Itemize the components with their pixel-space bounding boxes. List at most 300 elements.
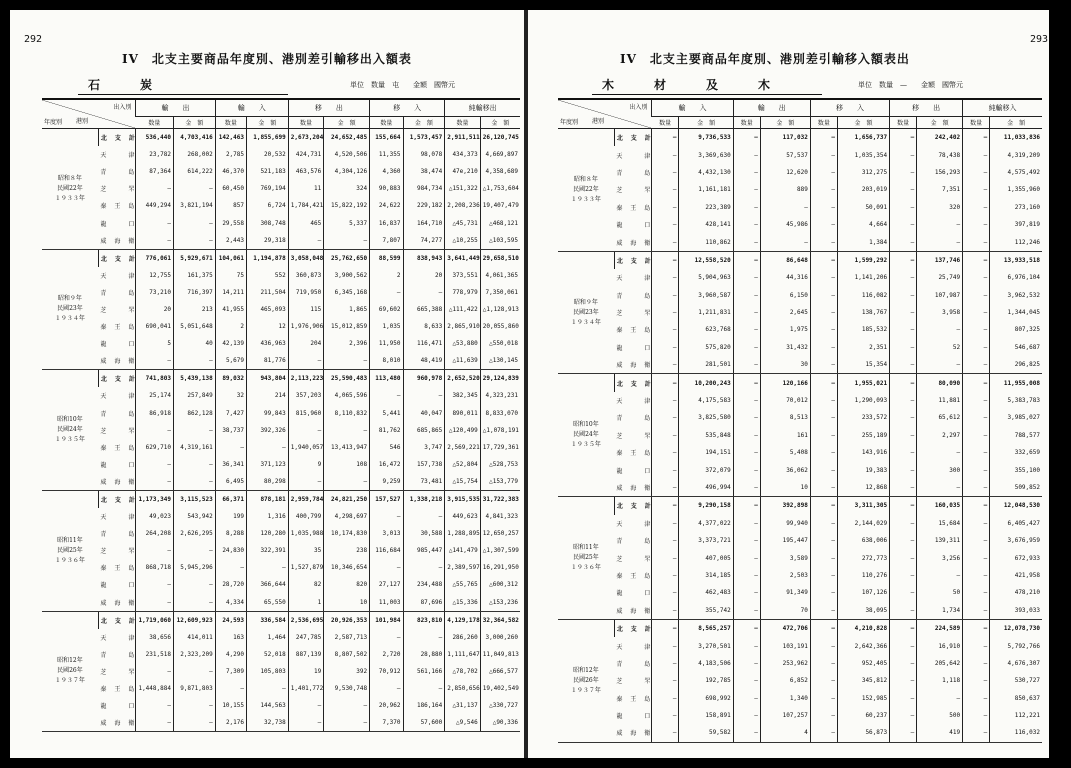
value-cell: —: [963, 216, 990, 233]
value-cell: 862,128: [173, 405, 215, 422]
value-cell: 80,298: [247, 473, 289, 491]
value-cell: —: [963, 690, 990, 707]
port-cell: [98, 611, 136, 629]
table-row: [558, 339, 1042, 356]
value-cell: 5,441: [370, 405, 403, 422]
value-cell: 12,755: [136, 267, 174, 284]
value-cell: 9: [288, 456, 323, 473]
value-cell: 1,855,699: [247, 129, 289, 147]
table-row: [558, 427, 1042, 444]
year-label: 昭和10年: [573, 421, 599, 429]
value-cell: 2,351: [837, 339, 889, 356]
value-cell: —: [370, 284, 403, 301]
value-cell: 20,055,860: [480, 318, 520, 335]
value-cell: 393,033: [990, 602, 1042, 620]
value-cell: 19: [288, 663, 323, 680]
value-cell: 1,035: [370, 318, 403, 335]
value-cell: —: [136, 456, 174, 473]
value-cell: —: [963, 146, 990, 163]
value-cell: 60,237: [837, 707, 889, 724]
port-cell: [614, 269, 652, 286]
value-cell: 414,011: [173, 629, 215, 646]
port-name: 秦王島: [100, 203, 135, 211]
port-cell: [98, 542, 136, 559]
value-cell: —: [963, 409, 990, 426]
value-cell: 4,377,022: [679, 515, 733, 532]
value-cell: 3,115,523: [173, 490, 215, 508]
value-cell: —: [136, 422, 174, 439]
value-cell: —: [173, 594, 215, 612]
year-label: 民國24年: [57, 426, 83, 434]
value-cell: 116,032: [990, 724, 1042, 742]
value-cell: 138,767: [837, 304, 889, 321]
value-cell: 19,402,549: [480, 680, 520, 697]
value-cell: 24,652,485: [324, 129, 370, 147]
year-cell: [42, 249, 98, 370]
value-cell: 1,940,057: [288, 439, 323, 456]
value-cell: —: [733, 287, 760, 304]
value-cell: 2,297: [917, 427, 963, 444]
value-cell: —: [810, 707, 837, 724]
value-cell: —: [963, 707, 990, 724]
port-cell: [614, 129, 652, 147]
port-name: 秦王島: [616, 450, 651, 458]
value-cell: 449,294: [136, 197, 174, 214]
value-cell: 16,910: [917, 637, 963, 654]
value-cell: △1,307,599: [480, 542, 520, 559]
value-cell: —: [173, 232, 215, 250]
port-cell: [98, 456, 136, 473]
value-cell: 6,345,168: [324, 284, 370, 301]
value-cell: 372,079: [679, 461, 733, 478]
value-cell: 5,679: [215, 352, 246, 370]
value-cell: —: [136, 663, 174, 680]
value-cell: 69,602: [370, 301, 403, 318]
value-cell: —: [917, 444, 963, 461]
value-cell: 3,958: [917, 304, 963, 321]
table-row: [42, 352, 520, 370]
port-name: 天津: [100, 514, 135, 522]
value-cell: 214: [247, 387, 289, 404]
value-cell: —: [403, 559, 445, 576]
value-cell: —: [963, 356, 990, 374]
value-cell: —: [810, 655, 837, 672]
value-cell: △528,753: [480, 456, 520, 473]
corner-label-port: 港別: [76, 118, 89, 125]
value-cell: 1,734: [917, 602, 963, 620]
value-cell: —: [963, 549, 990, 566]
value-cell: —: [652, 251, 679, 269]
port-name: 芝罘: [100, 427, 135, 435]
value-cell: 2: [370, 267, 403, 284]
value-cell: 20: [403, 267, 445, 284]
value-cell: 45,986: [760, 216, 810, 233]
table-row: [558, 549, 1042, 566]
value-cell: —: [810, 129, 837, 147]
value-cell: —: [890, 392, 917, 409]
value-cell: 10: [760, 479, 810, 497]
value-cell: 820: [324, 576, 370, 593]
table-row: [558, 233, 1042, 251]
port-cell: [98, 335, 136, 352]
value-cell: 195,447: [760, 532, 810, 549]
value-cell: 2,569,221: [445, 439, 480, 456]
header-corner: [42, 99, 136, 129]
value-cell: 199: [215, 508, 246, 525]
table-row: [558, 409, 1042, 426]
table-row: [42, 422, 520, 439]
value-cell: 5,792,766: [990, 637, 1042, 654]
value-cell: 91,349: [760, 584, 810, 601]
value-cell: △1,128,913: [480, 301, 520, 318]
value-cell: 15,012,859: [324, 318, 370, 335]
value-cell: —: [652, 515, 679, 532]
value-cell: △600,312: [480, 576, 520, 593]
value-cell: 110,276: [837, 567, 889, 584]
table-row: [558, 321, 1042, 338]
year-label: 昭和12年: [57, 657, 83, 665]
port-name: 威海衛: [616, 485, 651, 492]
value-cell: —: [733, 339, 760, 356]
value-cell: 213: [173, 301, 215, 318]
table-row: [42, 318, 520, 335]
value-cell: —: [173, 473, 215, 491]
value-cell: —: [890, 584, 917, 601]
column-subheader: 数量: [652, 117, 679, 129]
value-cell: —: [810, 269, 837, 286]
value-cell: 57,537: [760, 146, 810, 163]
value-cell: △330,727: [480, 697, 520, 714]
column-subheader: 数量: [890, 117, 917, 129]
port-name: 芝罘: [100, 186, 135, 194]
value-cell: 2,503: [760, 567, 810, 584]
value-cell: 223,389: [679, 199, 733, 216]
value-cell: 850,637: [990, 690, 1042, 707]
value-cell: 38,737: [215, 422, 246, 439]
value-cell: 2,176: [215, 714, 246, 732]
value-cell: 868,718: [136, 559, 174, 576]
value-cell: —: [810, 233, 837, 251]
value-cell: 332,659: [990, 444, 1042, 461]
value-cell: —: [890, 724, 917, 742]
value-cell: 185,532: [837, 321, 889, 338]
value-cell: 3,747: [403, 439, 445, 456]
value-cell: —: [403, 680, 445, 697]
value-cell: 87,364: [136, 163, 174, 180]
value-cell: 4,065,596: [324, 387, 370, 404]
value-cell: 11: [288, 180, 323, 197]
value-cell: 2: [215, 318, 246, 335]
value-cell: 24,821,250: [324, 490, 370, 508]
value-cell: 90,883: [370, 180, 403, 197]
value-cell: 56,873: [837, 724, 889, 742]
value-cell: —: [890, 515, 917, 532]
table-row: [558, 497, 1042, 515]
value-cell: —: [733, 321, 760, 338]
year-label: 昭和９年: [573, 298, 598, 306]
value-cell: 6,976,104: [990, 269, 1042, 286]
value-cell: △10,255: [445, 232, 480, 250]
column-subheader: 数量: [136, 117, 174, 129]
value-cell: 1,656,737: [837, 129, 889, 147]
value-cell: △141,479: [445, 542, 480, 559]
value-cell: —: [810, 444, 837, 461]
value-cell: —: [963, 672, 990, 689]
value-cell: 13,933,518: [990, 251, 1042, 269]
value-cell: 1,344,045: [990, 304, 1042, 321]
value-cell: 4,323,231: [480, 387, 520, 404]
table-row: [42, 180, 520, 197]
value-cell: 205,642: [917, 655, 963, 672]
value-cell: 322,391: [247, 542, 289, 559]
value-cell: 1,141,206: [837, 269, 889, 286]
value-cell: —: [890, 549, 917, 566]
port-name: 龍口: [100, 582, 135, 590]
value-cell: 336,584: [247, 611, 289, 629]
value-cell: 366,644: [247, 576, 289, 593]
value-cell: 1,290,093: [837, 392, 889, 409]
value-cell: —: [733, 199, 760, 216]
value-cell: 769,194: [247, 180, 289, 197]
value-cell: 15,354: [837, 356, 889, 374]
table-row: [558, 374, 1042, 392]
value-cell: 575,820: [679, 339, 733, 356]
value-cell: —: [963, 637, 990, 654]
table-row: [558, 584, 1042, 601]
column-group-header: 移 入: [810, 99, 889, 117]
column-subheader: 数量: [445, 117, 480, 129]
value-cell: 296,825: [990, 356, 1042, 374]
table-row: [558, 444, 1042, 461]
port-cell: [614, 567, 652, 584]
year-label: 昭和８年: [57, 174, 82, 182]
value-cell: 3,369,630: [679, 146, 733, 163]
value-cell: △52,804: [445, 456, 480, 473]
value-cell: —: [652, 619, 679, 637]
value-cell: 3,915,535: [445, 490, 480, 508]
value-cell: 392: [324, 663, 370, 680]
value-cell: 300: [917, 461, 963, 478]
value-cell: —: [890, 287, 917, 304]
value-cell: —: [810, 532, 837, 549]
value-cell: 11,049,813: [480, 646, 520, 663]
value-cell: —: [963, 374, 990, 392]
year-cell: [42, 370, 98, 491]
value-cell: 12,868: [837, 479, 889, 497]
year-label: 民國23年: [573, 308, 599, 316]
port-name: 威海衛: [616, 362, 651, 370]
port-name: 天津: [616, 643, 651, 651]
value-cell: 161: [760, 427, 810, 444]
value-cell: 2,911,511: [445, 129, 480, 147]
value-cell: —: [963, 619, 990, 637]
value-cell: 3,825,580: [679, 409, 733, 426]
value-cell: —: [136, 697, 174, 714]
value-cell: —: [288, 232, 323, 250]
value-cell: 472,706: [760, 619, 810, 637]
value-cell: —: [733, 409, 760, 426]
value-cell: 10: [324, 594, 370, 612]
value-cell: 70,012: [760, 392, 810, 409]
value-cell: —: [733, 251, 760, 269]
value-cell: 164,710: [403, 214, 445, 231]
value-cell: 807,325: [990, 321, 1042, 338]
unit-note: 単位 数量 屯 金額 國幣元: [350, 81, 455, 89]
column-group-header: 輸 入: [652, 99, 733, 117]
year-label: １９３７年: [54, 677, 85, 685]
value-cell: 247,785: [288, 629, 323, 646]
value-cell: 3,311,305: [837, 497, 889, 515]
value-cell: 38,656: [136, 629, 174, 646]
value-cell: 12,650,257: [480, 525, 520, 542]
value-cell: —: [403, 629, 445, 646]
value-cell: 465,093: [247, 301, 289, 318]
value-cell: 324: [324, 180, 370, 197]
port-name: 芝罘: [100, 668, 135, 676]
value-cell: —: [733, 532, 760, 549]
value-cell: △55,765: [445, 576, 480, 593]
column-subheader: 金 額: [403, 117, 445, 129]
value-cell: 552: [247, 267, 289, 284]
value-cell: 10,155: [215, 697, 246, 714]
value-cell: —: [652, 461, 679, 478]
value-cell: —: [810, 637, 837, 654]
value-cell: 2,720: [370, 646, 403, 663]
year-cell: [558, 251, 614, 374]
port-cell: [614, 515, 652, 532]
port-cell: [614, 672, 652, 689]
year-cell: [42, 129, 98, 250]
port-cell: [614, 427, 652, 444]
value-cell: —: [733, 427, 760, 444]
table-row: [42, 714, 520, 732]
value-cell: —: [652, 233, 679, 251]
value-cell: 392,326: [247, 422, 289, 439]
column-subheader: 金 額: [679, 117, 733, 129]
value-cell: 65,612: [917, 409, 963, 426]
value-cell: —: [810, 672, 837, 689]
value-cell: 5,051,648: [173, 318, 215, 335]
year-label: １９３４年: [54, 315, 85, 323]
column-group-header: 純輸移出: [445, 99, 520, 117]
port-name: 秦王島: [100, 686, 135, 694]
value-cell: 98,078: [403, 146, 445, 163]
page-title: IV 北支主要商品年度別、港別差引輸移入額表出: [620, 52, 910, 66]
column-subheader: 数量: [215, 117, 246, 129]
value-cell: —: [810, 216, 837, 233]
year-label: 民國24年: [573, 431, 599, 439]
value-cell: —: [733, 146, 760, 163]
value-cell: △130,145: [480, 352, 520, 370]
value-cell: 3,962,532: [990, 287, 1042, 304]
value-cell: —: [652, 584, 679, 601]
value-cell: 985,447: [403, 542, 445, 559]
port-cell: [614, 233, 652, 251]
value-cell: —: [324, 473, 370, 491]
column-subheader: 金 額: [324, 117, 370, 129]
value-cell: 1,401,772: [288, 680, 323, 697]
port-cell: [98, 387, 136, 404]
value-cell: △153,779: [480, 473, 520, 491]
value-cell: 4,358,689: [480, 163, 520, 180]
value-cell: 25,762,650: [324, 249, 370, 267]
value-cell: △468,121: [480, 214, 520, 231]
value-cell: —: [733, 356, 760, 374]
port-name: 青島: [100, 169, 135, 177]
value-cell: 1,194,878: [247, 249, 289, 267]
value-cell: 1,035,354: [837, 146, 889, 163]
port-name: 秦王島: [100, 444, 135, 452]
year-label: 民國25年: [573, 554, 599, 562]
value-cell: 1,573,457: [403, 129, 445, 147]
port-cell: [614, 497, 652, 515]
value-cell: —: [963, 181, 990, 198]
value-cell: 623,768: [679, 321, 733, 338]
port-name: 威海衛: [100, 237, 135, 245]
value-cell: —: [810, 374, 837, 392]
port-name: 威海衛: [100, 720, 135, 728]
value-cell: —: [917, 567, 963, 584]
table-row: [558, 287, 1042, 304]
table-row: [558, 619, 1042, 637]
value-cell: —: [324, 422, 370, 439]
value-cell: —: [890, 567, 917, 584]
value-cell: —: [890, 532, 917, 549]
value-cell: —: [733, 637, 760, 654]
value-cell: —: [173, 576, 215, 593]
value-cell: 204: [288, 335, 323, 352]
value-cell: 6,405,427: [990, 515, 1042, 532]
value-cell: 2,645: [760, 304, 810, 321]
value-cell: 5,408: [760, 444, 810, 461]
value-cell: 9,290,158: [679, 497, 733, 515]
value-cell: 112,221: [990, 707, 1042, 724]
value-cell: 253,962: [760, 655, 810, 672]
year-label: 民國25年: [57, 546, 83, 554]
port-cell: [98, 422, 136, 439]
value-cell: —: [963, 164, 990, 181]
value-cell: 12,620: [760, 164, 810, 181]
table-row: [558, 567, 1042, 584]
value-cell: 357,203: [288, 387, 323, 404]
value-cell: —: [890, 637, 917, 654]
value-cell: —: [810, 549, 837, 566]
value-cell: 113,480: [370, 370, 403, 388]
value-cell: —: [173, 697, 215, 714]
value-cell: —: [652, 690, 679, 707]
year-label: 民國26年: [573, 676, 599, 684]
value-cell: —: [733, 619, 760, 637]
port-cell: [98, 663, 136, 680]
value-cell: 155,664: [370, 129, 403, 147]
value-cell: 40,047: [403, 405, 445, 422]
value-cell: 4,520,506: [324, 146, 370, 163]
value-cell: —: [247, 559, 289, 576]
value-cell: —: [810, 199, 837, 216]
value-cell: —: [733, 497, 760, 515]
table-row: [42, 284, 520, 301]
table-row: [42, 508, 520, 525]
port-name: 青島: [100, 289, 135, 297]
value-cell: 36,341: [215, 456, 246, 473]
value-cell: 4,298,697: [324, 508, 370, 525]
port-cell: [614, 707, 652, 724]
value-cell: 19,383: [837, 461, 889, 478]
value-cell: 8,010: [370, 352, 403, 370]
value-cell: 1,173,349: [136, 490, 174, 508]
year-label: 民國23年: [57, 305, 83, 313]
value-cell: 66,371: [215, 490, 246, 508]
